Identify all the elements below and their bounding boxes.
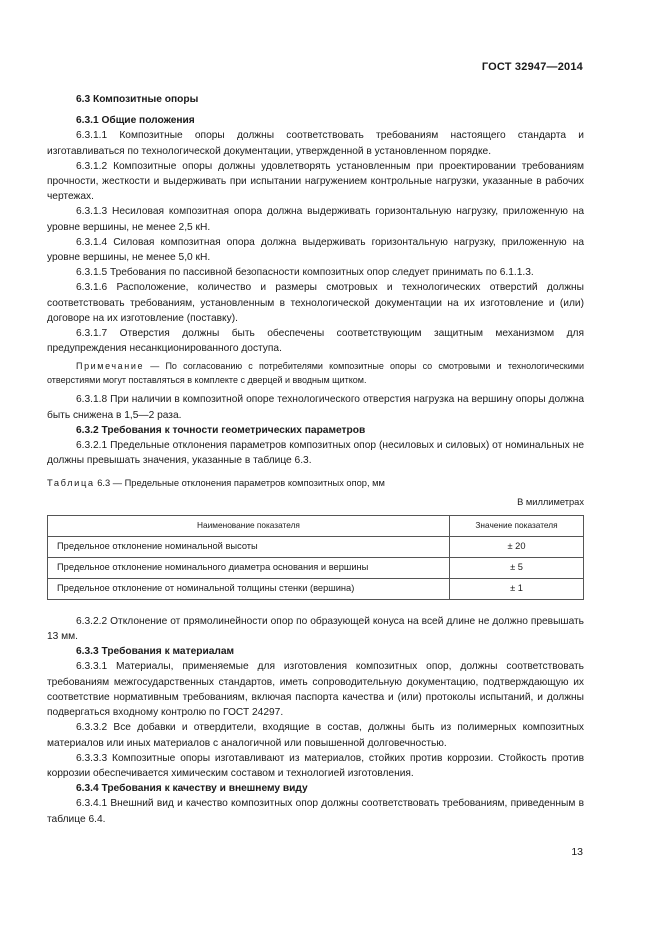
section-heading-6-3-3: 6.3.3 Требования к материалам — [76, 646, 235, 658]
note-text: — По согласованию с потребителями композитные опоры со смотровыми и технологическими отверстиями могут поставляться в комплекте с дверцей и вводным щитком. — [47, 361, 584, 385]
table-unit-label: В миллиметрах — [517, 496, 584, 507]
section-heading-6-3-4: 6.3.4 Требования к качеству и внешнему виду — [76, 783, 308, 795]
table-row — [48, 578, 584, 599]
table-caption — [47, 476, 584, 491]
paragraph-6-3-1-8: 6.3.1.8 При наличии в композитной опоре технологического отверстия нагрузка на вершину опоры должна быть снижена в 1,5—2 раза. — [47, 394, 584, 421]
table-caption-text: 6.3 — Предельные отклонения параметров композитных опор, мм — [94, 478, 385, 489]
note-label: Примечание — [76, 361, 145, 372]
doc-code-header: ГОСТ 32947—2014 — [481, 61, 583, 73]
paragraph-6-3-3-1: 6.3.3.1 Материалы, применяемые для изготовления композитных опор, должны соответствовать требованиям межгосударственных стандартов, иметь сопроводительную документацию, подтверждающую их соответствие нормативным требованиям, включая паспорта качества и (или) протоколы испытаний, и должны подвергаться входному контролю по ГОСТ 24297. — [47, 661, 584, 719]
table-cell-name: Предельное отклонение номинальной высоты — [48, 536, 450, 557]
column-header-name: Наименование показателя — [48, 515, 450, 536]
paragraph-6-3-4-1: 6.3.4.1 Внешний вид и качество композитных опор должны соответствовать требованиям, приведенным в таблице 6.4. — [47, 798, 584, 825]
paragraph-6-3-1-6: 6.3.1.6 Расположение, количество и размеры смотровых и технологических отверстий должны соответствовать требованиям, установленным в технологической документации на их изготовление и (или) договоре на их изготовление (поставку). — [47, 282, 584, 324]
table-cell-value: ± 5 — [450, 557, 584, 578]
paragraph-6-3-3-3: 6.3.3.3 Композитные опоры изготавливают из материалов, стойких против коррозии. Стойкость против коррозии обеспечивается химическим составом и технологией изготовления. — [47, 752, 584, 779]
paragraph-6-3-3-2: 6.3.3.2 Все добавки и отвердители, входящие в состав, должны быть из полимерных композитных материалов или иных материалов с аналогичной или повышенной долговечностью. — [47, 722, 584, 749]
paragraph-6-3-1-5: 6.3.1.5 Требования по пассивной безопасности композитных опор следует принимать по 6.1.1.3. — [76, 267, 534, 279]
deviation-table — [47, 515, 584, 600]
section-heading-6-3-1: 6.3.1 Общие положения — [76, 115, 195, 127]
table-caption-label: Таблица — [47, 478, 95, 489]
paragraph-6-3-2-1: 6.3.2.1 Предельные отклонения параметров композитных опор (несиловых и силовых) от номинальных не должны превышать значения, указанные в таблице 6.3. — [47, 440, 584, 467]
table-cell-name: Предельное отклонение номинального диаметра основания и вершины — [48, 557, 450, 578]
paragraph-6-3-1-7: 6.3.1.7 Отверстия должны быть обеспечены соответствующим защитным механизмом для предупреждения несанкционированного доступа. — [47, 328, 584, 355]
section-heading-6-3-2: 6.3.2 Требования к точности геометрических параметров — [76, 424, 366, 436]
paragraph-6-3-1-4: 6.3.1.4 Силовая композитная опора должна выдерживать горизонтальную нагрузку, приложенную на уровне вершины, не менее 5,0 кН. — [47, 236, 584, 264]
column-header-value: Значение показателя — [450, 515, 584, 536]
table-row — [48, 536, 584, 557]
paragraph-6-3-1-2: 6.3.1.2 Композитные опоры должны удовлетворять установленным при проектировании требованиям прочности, жесткости и выдерживать при испытании нагружением контрольные нагрузки, указанные в рабочих чертежах. — [47, 160, 584, 203]
paragraph-6-3-2-2: 6.3.2.2 Отклонение от прямолинейности опор по образующей конуса на всей длине не должно превышать 13 мм. — [47, 615, 584, 643]
section-heading-6-3: 6.3 Композитные опоры — [76, 94, 199, 105]
table-header-row — [48, 515, 584, 536]
page-number: 13 — [571, 846, 583, 858]
paragraph-6-3-1-1: 6.3.1.1 Композитные опоры должны соответствовать требованиям настоящего стандарта и изготавливаться по технологической документации, утвержденной в установленном порядке. — [47, 130, 584, 157]
page-content — [47, 92, 584, 827]
table-cell-value: ± 1 — [450, 578, 584, 599]
note-paragraph — [47, 360, 584, 387]
table-cell-value: ± 20 — [450, 536, 584, 557]
table-row — [48, 557, 584, 578]
paragraph-6-3-1-3: 6.3.1.3 Несиловая композитная опора должна выдерживать горизонтальную нагрузку, приложенную на уровне вершины, не менее 2,5 кН. — [47, 206, 584, 233]
table-cell-name: Предельное отклонение от номинальной толщины стенки (вершина) — [48, 578, 450, 599]
